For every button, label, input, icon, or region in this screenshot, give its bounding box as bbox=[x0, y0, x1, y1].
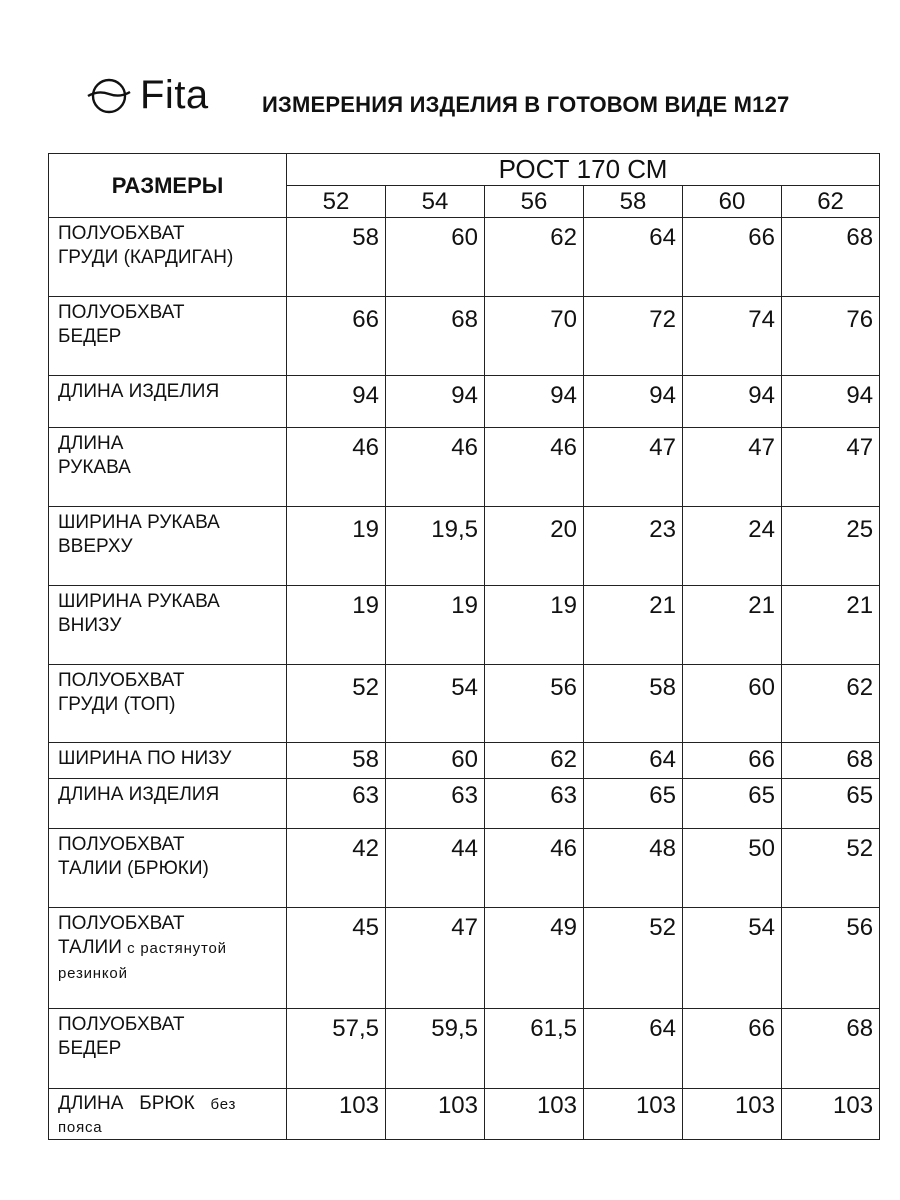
table-row bbox=[49, 743, 880, 779]
measurement-value: 50 bbox=[683, 829, 782, 908]
measurement-label: ДЛИНА ИЗДЕЛИЯ bbox=[49, 376, 287, 428]
measurement-value: 48 bbox=[584, 829, 683, 908]
measurement-value: 60 bbox=[386, 218, 485, 297]
measurement-value: 68 bbox=[386, 297, 485, 376]
measurement-value: 52 bbox=[287, 665, 386, 743]
brand-name: Fita bbox=[140, 73, 209, 117]
measurement-value: 103 bbox=[485, 1089, 584, 1140]
table-row bbox=[49, 297, 880, 376]
measurement-value: 94 bbox=[782, 376, 880, 428]
measurement-value: 62 bbox=[485, 218, 584, 297]
measurement-label: ПОЛУОБХВАТ ГРУДИ (ТОП) bbox=[49, 665, 287, 743]
table-row bbox=[49, 829, 880, 908]
sizes-header: РАЗМЕРЫ bbox=[49, 154, 287, 218]
size-column-header: 54 bbox=[386, 186, 485, 218]
measurement-value: 64 bbox=[584, 1009, 683, 1089]
measurement-value: 62 bbox=[485, 743, 584, 779]
table-row bbox=[49, 908, 880, 1009]
measurement-label: ПОЛУОБХВАТ БЕДЕР bbox=[49, 297, 287, 376]
measurement-value: 46 bbox=[287, 428, 386, 507]
measurement-value: 47 bbox=[386, 908, 485, 1009]
measurement-value: 19 bbox=[287, 507, 386, 586]
measurement-value: 58 bbox=[287, 743, 386, 779]
size-column-header: 58 bbox=[584, 186, 683, 218]
measurement-value: 19 bbox=[485, 586, 584, 665]
measurement-value: 21 bbox=[683, 586, 782, 665]
measurement-value: 49 bbox=[485, 908, 584, 1009]
table-row bbox=[49, 779, 880, 829]
measurement-value: 52 bbox=[782, 829, 880, 908]
measurement-value: 74 bbox=[683, 297, 782, 376]
measurement-label: ДЛИНА РУКАВА bbox=[49, 428, 287, 507]
table-row bbox=[49, 665, 880, 743]
measurement-value: 94 bbox=[683, 376, 782, 428]
fita-logo-icon bbox=[84, 70, 134, 120]
measurement-value: 46 bbox=[485, 829, 584, 908]
table-row bbox=[49, 376, 880, 428]
measurement-value: 47 bbox=[782, 428, 880, 507]
measurement-value: 63 bbox=[287, 779, 386, 829]
measurement-value: 46 bbox=[485, 428, 584, 507]
measurement-value: 58 bbox=[287, 218, 386, 297]
measurement-label: ШИРИНА ПО НИЗУ bbox=[49, 743, 287, 779]
measurement-value: 44 bbox=[386, 829, 485, 908]
brand-logo bbox=[84, 70, 209, 120]
measurement-value: 23 bbox=[584, 507, 683, 586]
measurement-value: 54 bbox=[386, 665, 485, 743]
measurement-value: 19 bbox=[386, 586, 485, 665]
measurement-label: ДЛИНА ИЗДЕЛИЯ bbox=[49, 779, 287, 829]
measurement-value: 57,5 bbox=[287, 1009, 386, 1089]
measurement-value: 65 bbox=[584, 779, 683, 829]
table-row bbox=[49, 586, 880, 665]
measurement-value: 19,5 bbox=[386, 507, 485, 586]
measurement-value: 65 bbox=[683, 779, 782, 829]
table-row bbox=[49, 218, 880, 297]
measurement-label: ПОЛУОБХВАТ ТАЛИИ (БРЮКИ) bbox=[49, 829, 287, 908]
measurement-value: 66 bbox=[287, 297, 386, 376]
table-row bbox=[49, 1009, 880, 1089]
measurement-label: ШИРИНА РУКАВА ВНИЗУ bbox=[49, 586, 287, 665]
measurement-value: 68 bbox=[782, 1009, 880, 1089]
measurement-value: 54 bbox=[683, 908, 782, 1009]
measurement-value: 58 bbox=[584, 665, 683, 743]
measurement-value: 63 bbox=[485, 779, 584, 829]
measurement-value: 42 bbox=[287, 829, 386, 908]
measurement-value: 66 bbox=[683, 218, 782, 297]
measurement-value: 94 bbox=[287, 376, 386, 428]
measurement-value: 62 bbox=[782, 665, 880, 743]
measurement-value: 59,5 bbox=[386, 1009, 485, 1089]
measurement-value: 63 bbox=[386, 779, 485, 829]
measurement-value: 68 bbox=[782, 218, 880, 297]
measurement-value: 66 bbox=[683, 743, 782, 779]
height-header: РОСТ 170 СМ bbox=[287, 154, 880, 186]
table-row bbox=[49, 1089, 880, 1140]
measurement-value: 76 bbox=[782, 297, 880, 376]
table-row bbox=[49, 507, 880, 586]
measurement-value: 60 bbox=[386, 743, 485, 779]
measurement-value: 70 bbox=[485, 297, 584, 376]
measurement-value: 68 bbox=[782, 743, 880, 779]
measurement-label: ШИРИНА РУКАВА ВВЕРХУ bbox=[49, 507, 287, 586]
measurement-value: 103 bbox=[386, 1089, 485, 1140]
measurement-value: 25 bbox=[782, 507, 880, 586]
size-column-header: 62 bbox=[782, 186, 880, 218]
measurement-value: 64 bbox=[584, 218, 683, 297]
measurement-label: ПОЛУОБХВАТ ГРУДИ (КАРДИГАН) bbox=[49, 218, 287, 297]
measurement-value: 72 bbox=[584, 297, 683, 376]
measurement-value: 61,5 bbox=[485, 1009, 584, 1089]
measurement-value: 103 bbox=[683, 1089, 782, 1140]
measurement-value: 52 bbox=[584, 908, 683, 1009]
page-title: ИЗМЕРЕНИЯ ИЗДЕЛИЯ В ГОТОВОМ ВИДЕ М127 bbox=[262, 92, 790, 117]
measurement-label: ПОЛУОБХВАТ БЕДЕР bbox=[49, 1009, 287, 1089]
measurement-label: ПОЛУОБХВАТ ТАЛИИ с растянутой резинкой bbox=[49, 908, 287, 1009]
measurement-value: 21 bbox=[584, 586, 683, 665]
measurement-value: 56 bbox=[782, 908, 880, 1009]
size-chart-table bbox=[48, 153, 880, 1140]
measurement-value: 47 bbox=[683, 428, 782, 507]
measurement-value: 47 bbox=[584, 428, 683, 507]
measurement-value: 20 bbox=[485, 507, 584, 586]
measurement-value: 60 bbox=[683, 665, 782, 743]
measurement-value: 66 bbox=[683, 1009, 782, 1089]
measurement-value: 103 bbox=[584, 1089, 683, 1140]
measurement-value: 94 bbox=[584, 376, 683, 428]
measurement-value: 94 bbox=[485, 376, 584, 428]
measurement-value: 45 bbox=[287, 908, 386, 1009]
measurement-value: 103 bbox=[782, 1089, 880, 1140]
measurement-value: 94 bbox=[386, 376, 485, 428]
table-row bbox=[49, 428, 880, 507]
size-column-header: 56 bbox=[485, 186, 584, 218]
measurement-value: 24 bbox=[683, 507, 782, 586]
measurement-value: 46 bbox=[386, 428, 485, 507]
measurement-value: 64 bbox=[584, 743, 683, 779]
measurement-value: 56 bbox=[485, 665, 584, 743]
measurement-value: 19 bbox=[287, 586, 386, 665]
size-column-header: 60 bbox=[683, 186, 782, 218]
measurement-value: 103 bbox=[287, 1089, 386, 1140]
measurement-value: 65 bbox=[782, 779, 880, 829]
measurement-label: ДЛИНА БРЮК без пояса bbox=[49, 1089, 287, 1140]
measurement-value: 21 bbox=[782, 586, 880, 665]
header-row bbox=[49, 154, 880, 186]
size-column-header: 52 bbox=[287, 186, 386, 218]
page-header bbox=[0, 0, 900, 150]
